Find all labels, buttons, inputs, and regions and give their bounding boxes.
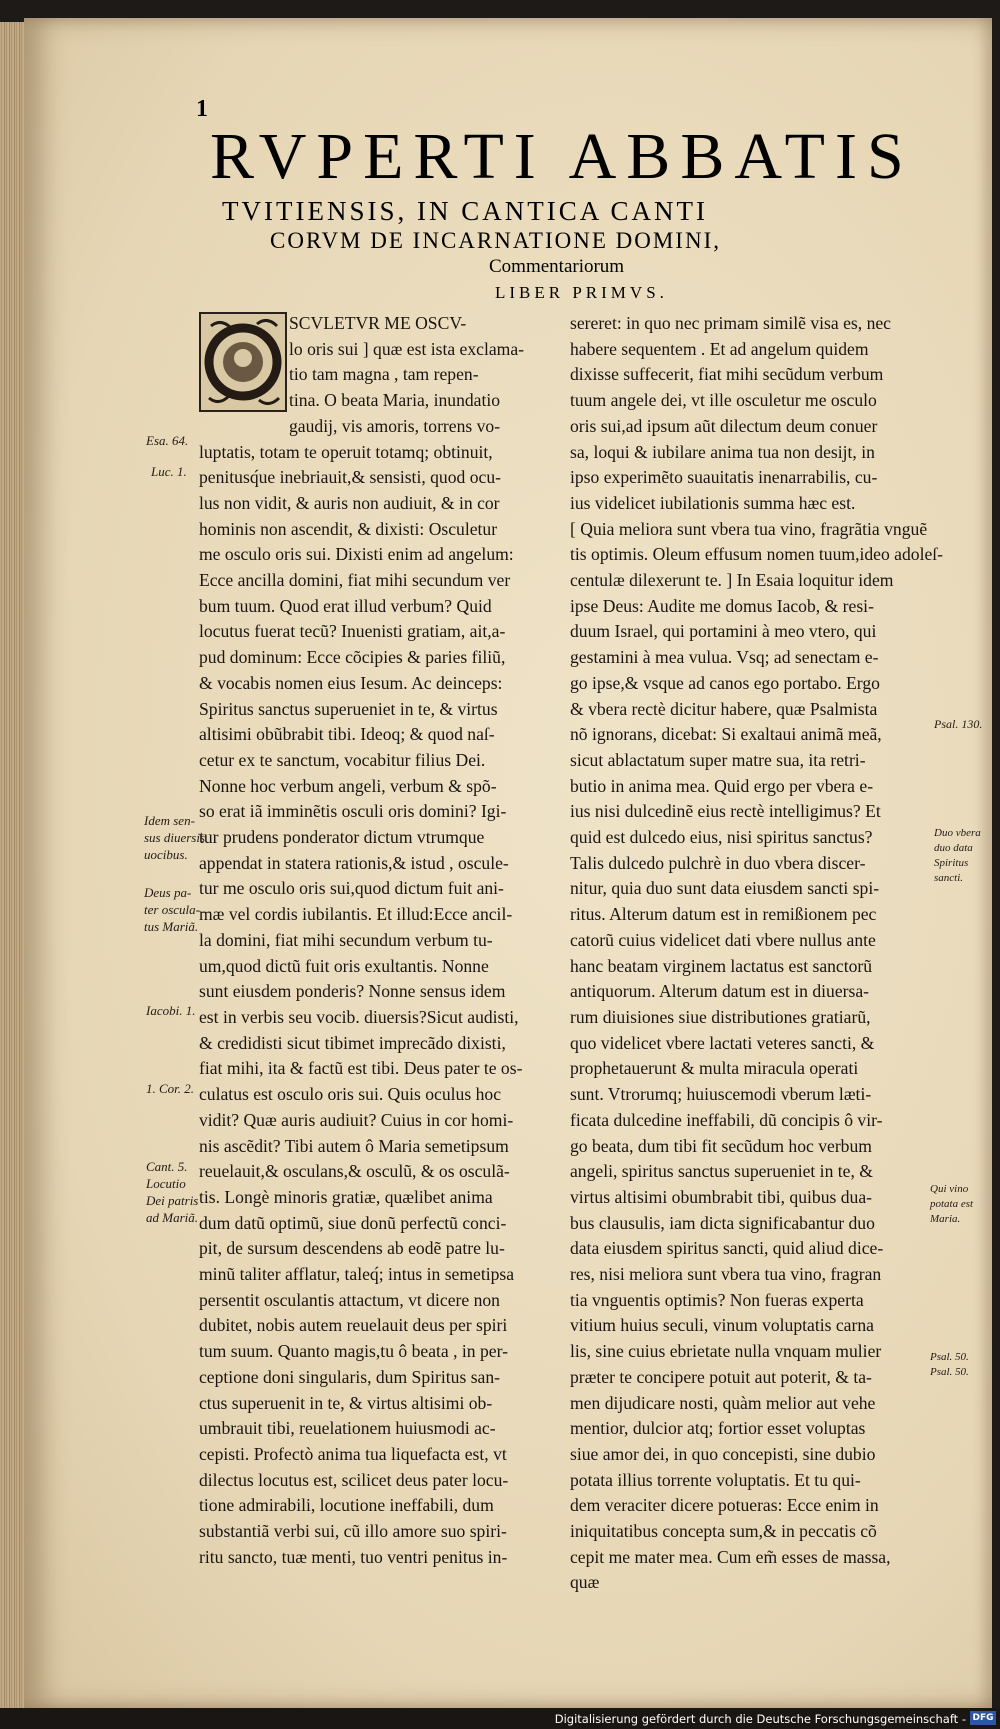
text-line: altisimi obũbrabit tibi. Ideoq; & quod naſ- (199, 724, 495, 745)
text-line: hanc beatam virginem lactatus est sanctorũ (570, 955, 873, 976)
text-line: penitusq́ue inebriauit,& sensisti, quod ocu- (199, 467, 501, 488)
margin-note-idem (144, 812, 205, 863)
margin-note-text: Locutio (146, 1176, 186, 1191)
text-line: tis optimis. Oleum effusum nomen tuum,ideo adoleſ- (570, 544, 944, 565)
margin-note-deus (144, 884, 200, 935)
text-line: reuelauit,& osculans,& osculũ, & os osculã- (199, 1161, 510, 1182)
text-line: & vbera rectè dicitur habere, quæ Psalmista (570, 698, 878, 719)
text-line: gaudij, vis amoris, torrens vo- (289, 415, 501, 436)
text-line: oris sui,ad ipsum aũt dilectum deum conuer (570, 415, 878, 436)
text-line: ritu sancto, tuæ menti, tuo ventri penitus in- (199, 1546, 508, 1567)
text-line: Talis dulcedo pulchrè in duo vbera discer- (570, 852, 866, 873)
text-line: est in verbis seu vocib. diuersis?Sicut audisti, (199, 1006, 519, 1027)
text-line: ceptione doni singularis, dum Spiritus san- (199, 1366, 501, 1387)
text-line: quid est dulcedo eius, nisi spiritus sanctus? (570, 827, 873, 848)
margin-note-duo (934, 826, 981, 886)
text-line: Nonne hoc verbum angeli, verbum & spõ- (199, 775, 497, 796)
text-line: præter te concipere potuit aut poterit, & ta- (570, 1366, 872, 1387)
text-line: sicut ablactatum super matre sua, ita retri- (570, 749, 866, 770)
text-line: dilectus locutus est, scilicet deus pater locu- (199, 1469, 509, 1490)
margin-note-text: Psal. 50. (930, 1351, 969, 1363)
text-line: quo videlicet vbere lactati veteres sancti, & (570, 1032, 875, 1053)
book-label: LIBER PRIMVS. (495, 283, 668, 302)
text-line: habere sequentem . Et ad angelum quidem (570, 338, 869, 359)
margin-note-text: Cant. 5. (146, 1159, 188, 1174)
text-line: lis, sine cuius ebrietate nulla vnquam mulier (570, 1341, 882, 1362)
text-line: mæ vel cordis iubilantis. Et illud:Ecce ancil- (199, 904, 513, 925)
text-line: go beata, dum tibi fit secũdum hoc verbum (570, 1135, 872, 1156)
text-line: substantiã verbi sui, cũ illo amore suo spiri- (199, 1521, 507, 1542)
text-line: nitur, quia duo sunt data eiusdem sancti spi- (570, 878, 880, 899)
page-edge (0, 22, 27, 1708)
right-text-column (570, 311, 955, 1596)
text-line: tur prudens ponderator dictum vtrumque (199, 827, 485, 848)
margin-note-text: uocibus. (144, 847, 188, 862)
text-line: um,quod dictũ fuit oris exultantis. Nonne (199, 955, 489, 976)
margin-note-text: ad Mariã. (146, 1210, 198, 1225)
text-line: minũ taliter afflatur, taleq́; intus in semetipsa (199, 1264, 515, 1285)
text-line: quæ (570, 1572, 600, 1593)
margin-note-luc (151, 463, 187, 480)
margin-note-text: sus diuersis (144, 830, 206, 845)
margin-note-text: Iacobi. 1. (146, 1003, 196, 1018)
text-line: tina. O beata Maria, inundatio (289, 390, 501, 411)
text-line: lo oris sui ] quæ est ista exclama- (289, 338, 525, 359)
text-line: tis. Longè minoris gratiæ, quælibet anima (199, 1186, 493, 1207)
text-line: me osculo oris sui. Dixisti enim ad angelum: (199, 544, 514, 565)
text-line: rum diuisiones siue distributiones gratiarũ, (570, 1006, 871, 1027)
margin-note-text: Spiritus (934, 857, 969, 869)
text-line: cepit me mater mea. Cum em̃ esses de massa, (570, 1546, 891, 1567)
text-line: fiat mihi, ita & factũ est tibi. Deus pater te os- (199, 1058, 523, 1079)
text-line: cetur ex te sanctum, vocabitur filius Dei. (199, 749, 486, 770)
text-line: dubitet, nobis autem reuelauit deus per spiri (199, 1315, 508, 1336)
text-line: go ipse,& vsque ad canos ego portabo. Ergo (570, 672, 880, 693)
text-line: mentior, dulcior atq; fortior esset voluptas (570, 1418, 866, 1439)
text-line: butio in anima mea. Quid ergo per vbera e- (570, 775, 874, 796)
text-line: antiquorum. Alterum datum est in diuersa- (570, 981, 870, 1002)
text-line: sunt eiusdem ponderis? Nonne sensus idem (199, 981, 506, 1002)
text-line: tum suum. Quanto magis,tu ô beata , in per- (199, 1341, 508, 1362)
margin-note-text: Dei patris (146, 1193, 199, 1208)
margin-note-cant (146, 1158, 198, 1226)
margin-note-text: Psal. 130. (934, 717, 983, 731)
text-line: potata illius torrente voluptatis. Et tu qui- (570, 1469, 861, 1490)
margin-note-text: Maria. (930, 1213, 961, 1225)
text-line: dem veraciter dicere potueras: Ecce enim in (570, 1495, 879, 1516)
margin-note-qui (930, 1182, 973, 1227)
text-line: luptatis, totam te operuit totamq; obtinuit, (199, 441, 493, 462)
text-line: ficata dulcedine ineffabili, dũ concipis ô vir- (570, 1109, 883, 1130)
text-line: la domini, fiat mihi secundum verbum tu- (199, 929, 493, 950)
text-line: nis ascẽdit? Tibi autem ô Maria semetipsum (199, 1135, 509, 1156)
text-line: sereret: in quo nec primam similẽ visa es, nec (570, 313, 891, 333)
text-line: data eiusdem spiritus sancti, quid aliud dice- (570, 1238, 884, 1259)
title-line-4: Commentariorum (489, 256, 625, 277)
page-mark: 1 (196, 96, 208, 122)
text-line: ius videlicet iubilationis summa hæc est. (570, 492, 856, 513)
text-line: pit, de sursum descendens ab eodẽ patre lu- (199, 1238, 505, 1259)
text-line: men dijudicare nosti, quàm melior aut vehe (570, 1392, 876, 1413)
margin-note-iacobi (146, 1002, 195, 1019)
text-line: duum Israel, qui portamini à meo vtero, qui (570, 621, 877, 642)
text-line: [ Quia meliora sunt vbera tua vino, fragrãtia vnguẽ (570, 518, 928, 539)
text-line: tuum angele dei, vt ille osculetur me osculo (570, 390, 877, 411)
text-line: nõ ignorans, dicebat: Si exaltaui animã meã, (570, 724, 882, 745)
text-line: catorũ cuius videlicet dati vbere nullus ante (570, 929, 876, 950)
footer-credit: Digitalisierung gefördert durch die Deutsche Forschungsgemeinschaft - (554, 1712, 966, 1726)
text-line: pud dominum: Ecce cõcipies & paries filiũ, (199, 647, 506, 668)
text-line: ipse Deus: Audite me domus Iacob, & resi- (570, 595, 874, 616)
text-line: & vocabis nomen eius Iesum. Ac deinceps: (199, 672, 503, 693)
text-line: SCVLETVR ME OSCV- (289, 313, 467, 333)
margin-note-text: tus Mariã. (144, 919, 199, 934)
margin-note-text: Esa. 64. (146, 433, 189, 448)
text-line: siue amor dei, in quo concepisti, sine dubio (570, 1443, 876, 1464)
title-line-1: RVPERTI ABBATIS (210, 120, 914, 193)
margin-note-text: Duo vbera (934, 827, 981, 839)
text-line: tia vnguentis optimis? Non fueras experta (570, 1289, 864, 1310)
text-line: centulæ dilexerunt te. ] In Esaia loquitur idem (570, 570, 894, 591)
text-line: Ecce ancilla domini, fiat mihi secundum ver (199, 570, 511, 591)
margin-note-text: Qui vino (930, 1183, 969, 1195)
text-line: ritus. Alterum datum est in remißionem pec (570, 904, 877, 925)
text-line: ctus superuenit in te, & virtus altisimi ob- (199, 1392, 493, 1413)
text-line: hominis non ascendit, & dixisti: Osculetur (199, 518, 498, 539)
left-text-column (199, 311, 549, 1570)
margin-note-text: Idem sen- (144, 813, 195, 828)
margin-note-text: duo data (934, 842, 973, 854)
margin-note-text: ter oscula- (144, 902, 200, 917)
margin-note-text: Luc. 1. (151, 464, 187, 479)
text-line: vitium huius seculi, vinum voluptatis carna (570, 1315, 874, 1336)
text-line: ipso experimẽto suauitatis inenarrabilis, cu- (570, 467, 878, 488)
text-line: bum tuum. Quod erat illud verbum? Quid (199, 595, 492, 616)
text-line: vidit? Quæ auris audiuit? Cuius in cor homi- (199, 1109, 514, 1130)
dfg-logo: DFG (970, 1711, 996, 1725)
text-line: dixisse suffecerit, fiat mihi secũdum verbum (570, 364, 884, 385)
text-line: & credidisti sicut tibimet imprecãdo dixisti, (199, 1032, 506, 1053)
margin-note-text: potata est (930, 1198, 974, 1210)
text-line: angeli, spiritus sanctus superueniet in te, & (570, 1161, 873, 1182)
text-line: tio tam magna , tam repen- (289, 364, 479, 385)
text-line: virtus altisimi obumbrabit tibi, quibus dua- (570, 1186, 873, 1207)
text-line: sa, loqui & iubilare anima tua non desijt, in (570, 441, 875, 462)
text-line: appendat in statera rationis,& istud , oscule- (199, 852, 509, 873)
margin-note-esa (146, 432, 188, 449)
footer-bar (0, 1708, 1000, 1729)
text-line: gestamini à mea vulua. Vsq; ad senectam e- (570, 647, 879, 668)
margin-note-text: Psal. 50. (930, 1366, 969, 1378)
margin-note-psal50 (930, 1350, 969, 1380)
text-line: res, nisi meliora sunt vbera tua vino, fragran (570, 1264, 882, 1285)
text-line: so erat iã imminẽtis osculi oris domini? Igi- (199, 801, 507, 822)
text-line: tione admirabili, locutione ineffabili, dum (199, 1495, 494, 1516)
text-line: cepisti. Profectò anima tua liquefacta est, vt (199, 1443, 507, 1464)
margin-note-psal130 (934, 716, 982, 733)
text-line: Spiritus sanctus superueniet in te, & virtus (199, 698, 498, 719)
text-line: dum datũ optimũ, siue donũ perfectũ conci- (199, 1212, 507, 1233)
margin-note-text: sancti. (934, 872, 964, 884)
text-line: sunt. Vtrorumq; huiuscemodi vberum læti- (570, 1084, 872, 1105)
title-line-2: TVITIENSIS, IN CANTICA CANTI (222, 196, 708, 226)
text-line: culatus est osculo oris sui. Quis oculus hoc (199, 1084, 501, 1105)
text-line: umbrauit tibi, reuelationem huiusmodi ac- (199, 1418, 496, 1439)
title-line-3: CORVM DE INCARNATIONE DOMINI, (270, 228, 721, 253)
text-line: locutus fuerat tecũ? Inuenisti gratiam, ait,a- (199, 621, 506, 642)
margin-note-text: 1. Cor. 2. (146, 1081, 195, 1096)
text-line: lus non vidit, & auris non audiuit, & in cor (199, 492, 500, 513)
text-line: ius nisi dulcedinẽ eius rectè intelligimus? Et (570, 801, 881, 822)
margin-note-text: Deus pa- (144, 885, 192, 900)
text-line: tur me osculo oris sui,quod dictum fuit ani- (199, 878, 504, 899)
text-line: bus clausulis, iam dicta significabantur duo (570, 1212, 875, 1233)
text-line: iniquitatibus concepta sum,& in peccatis cõ (570, 1521, 877, 1542)
text-line: prophetauerunt & multa miracula operati (570, 1058, 859, 1079)
text-line: persentit osculantis attactum, vt dicere non (199, 1289, 500, 1310)
margin-note-cor (146, 1080, 194, 1097)
